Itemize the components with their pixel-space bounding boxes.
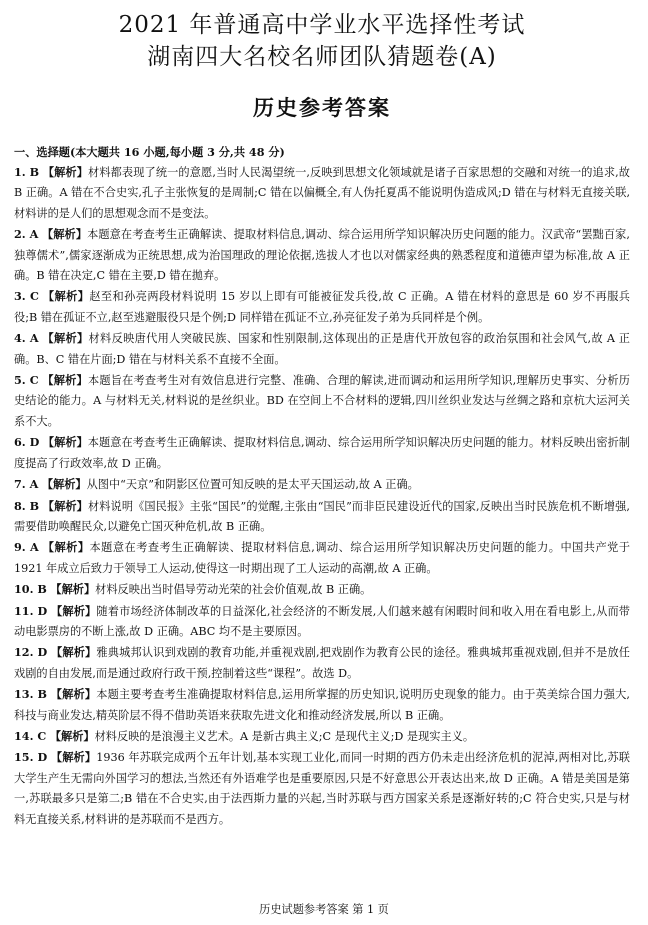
analysis-tag: 【解析】 (50, 750, 97, 765)
analysis-text: 本题意在考查考生正确解读、提取材料信息,调动、综合运用所学知识解决历史问题的能力。汉武帝“罢黜百家,独尊儒术”,儒家逐渐成为正统思想,成为治国理政的理论依据,选拔人才也以对儒家经典的熟悉程度和道德声望为标准,故 A 正确。B 错在决定,C 错在主要,D 错在拋弃。 (14, 228, 630, 283)
analysis-tag: 【解析】 (42, 435, 88, 450)
answer-number: 5. C (14, 373, 39, 388)
answer-item (14, 747, 630, 830)
answer-number: 2. A (14, 227, 39, 242)
analysis-tag: 【解析】 (50, 687, 97, 702)
analysis-tag: 【解析】 (50, 582, 96, 597)
analysis-tag: 【解析】 (42, 498, 88, 513)
analysis-text: 本题旨在考查考生对有效信息进行完整、准确、合理的解读,进而调动和运用所学知识,理解历史事实、分析历史结论的能力。A 与材料无关,材料说的是丝织业。BD 在空间上不合材料的逻辑,四川丝织业发达与丝绸之路和京杭大运河关系不大。 (14, 374, 630, 428)
answer-number: 1. B (14, 165, 40, 179)
answer-item (14, 328, 630, 370)
analysis-text: 本题意在考查考生正确解读、提取材料信息,调动、综合运用所学知识解决历史问题的能力。中国共产党于 1921 年成立后致力于领导工人运动,使得这一时期出现了工人运动的高潮,故 A 正确。 (14, 541, 630, 575)
answer-number: 7. A (14, 477, 39, 492)
exam-subtitle: 湖南四大名校名师团队猜题卷(A) (147, 44, 497, 70)
answer-item (14, 370, 630, 432)
answer-number: 8. B (14, 498, 40, 513)
answer-item (14, 684, 630, 726)
analysis-tag: 【解析】 (42, 165, 89, 179)
answer-item (14, 162, 630, 224)
analysis-tag: 【解析】 (41, 477, 87, 492)
answer-item (14, 537, 630, 579)
answer-item (14, 726, 630, 747)
analysis-text: 材料反映出当时倡导劳动光荣的社会价值观,故 B 正确。 (95, 583, 372, 597)
analysis-text: 从图中“天京”和阴影区位置可知反映的是太平天国运动,故 A 正确。 (86, 478, 419, 492)
answer-number: 6. D (14, 435, 40, 450)
answer-number: 9. A (14, 540, 39, 555)
analysis-tag: 【解析】 (50, 645, 97, 660)
answer-number: 13. B (14, 687, 47, 702)
analysis-text: 本题意在考查考生正确解读、提取材料信息,调动、综合运用所学知识解决历史问题的能力。材料反映出密折制度提高了行政效率,故 D 正确。 (14, 436, 630, 470)
analysis-text: 材料反映的是浪漫主义艺术。A 是新古典主义;C 是现代主义;D 是现实主义。 (94, 729, 475, 743)
question-list (14, 162, 630, 830)
analysis-tag: 【解析】 (42, 331, 89, 346)
analysis-text: 本题主要考查考生准确提取材料信息,运用所掌握的历史知识,说明历史现象的能力。由于英美综合国力强大,科技与商业发达,精英阶层不得不借助英语来获取先进文化和推动经济发展,所以 B 正确。 (14, 688, 630, 722)
answer-number: 4. A (14, 331, 39, 346)
answer-item (14, 496, 630, 538)
answer-item (14, 601, 630, 643)
analysis-text: 赵至和孙亮两段材料说明 15 岁以上即有可能被征发兵役,故 C 正确。A 错在材料的意思是 60 岁不再服兵役;B 错在孤证不立,赵至逃避服役只是个例;D 同样错在孤证不立,孙亮征发子弟为兵同样是个例。 (14, 290, 630, 324)
answer-item (14, 642, 630, 684)
answer-item (14, 286, 630, 328)
analysis-text: 材料反映唐代用人突破民族、国家和性别限制,这体现出的正是唐代开放包容的政治氛围和社会风气,故 A 正确。B、C 错在片面;D 错在与材料关系不直接不全面。 (14, 332, 630, 366)
answer-item (14, 224, 630, 286)
analysis-tag: 【解析】 (42, 540, 90, 555)
page-footer: 历史试题参考答案 第 1 页 (259, 903, 389, 916)
answer-number: 11. D (14, 603, 48, 618)
analysis-tag: 【解析】 (42, 227, 88, 242)
answer-number: 15. D (14, 750, 48, 765)
exam-title: 2021 年普通高中学业水平选择性考试 (118, 12, 526, 38)
answer-number: 10. B (14, 582, 47, 597)
answer-number: 3. C (14, 289, 39, 304)
analysis-tag: 【解析】 (50, 603, 97, 618)
answer-item (14, 579, 630, 600)
analysis-tag: 【解析】 (42, 373, 88, 388)
analysis-text: 雅典城邦认识到戏剧的教育功能,并重视戏剧,把戏剧作为教育公民的途径。雅典城邦重视戏剧,但并不是放任戏剧的自由发展,而是通过政府行政干预,控制着这些“课程”。故选 D。 (14, 646, 630, 680)
page-title: 历史参考答案 (253, 95, 391, 120)
answer-item (14, 432, 630, 474)
analysis-tag: 【解析】 (42, 289, 90, 304)
analysis-text: 随着市场经济体制改革的日益深化,社会经济的不断发展,人们越来越有闲暇时间和收入用在看电影上,从而带动电影票房的不断上涨,故 D 正确。ABC 均不是主要原因。 (14, 604, 630, 638)
analysis-text: 材料都表现了统一的意愿,当时人民渴望统一,反映到思想文化领域就是诸子百家思想的交融和对统一的追求,故 B 正确。A 错在不合史实,孔子主张恢复的是周制;C 错在以偏概全,有人伪托夏禹不能说明伪造成风;D 错在与材料无直接关联,材料讲的是人们的思想观念而不是变法。 (14, 166, 630, 220)
analysis-text: 材料说明《国民报》主张“国民”的觉醒,主张由“国民”而非臣民建设近代的国家,反映出当时民族危机不断增强,需要借助唤醒民众,以避免亡国灭种危机,故 B 正确。 (14, 499, 630, 533)
analysis-tag: 【解析】 (49, 728, 95, 743)
answer-item (14, 474, 630, 495)
answer-number: 14. C (14, 728, 47, 743)
analysis-text: 1936 年苏联完成两个五年计划,基本实现工业化,而同一时期的西方仍未走出经济危机的泥淖,两相对比,苏联大学生产生无需向外国学习的想法,当然还有外语难学也是重要原因,只是不好意思公开表达出来,故 D 正确。A 错是美国是第一,苏联最多只是第二;B 错在不合史实,由于法西斯力量的兴起,当时苏联与西方国家关系是逐渐好转的;C 符合史实,只是与材料无直接关系,材料讲的是苏联而不是西方。 (14, 751, 630, 826)
answer-number: 12. D (14, 645, 48, 660)
section-heading: 一、选择题(本大题共 16 小题,每小题 3 分,共 48 分) (14, 145, 285, 159)
